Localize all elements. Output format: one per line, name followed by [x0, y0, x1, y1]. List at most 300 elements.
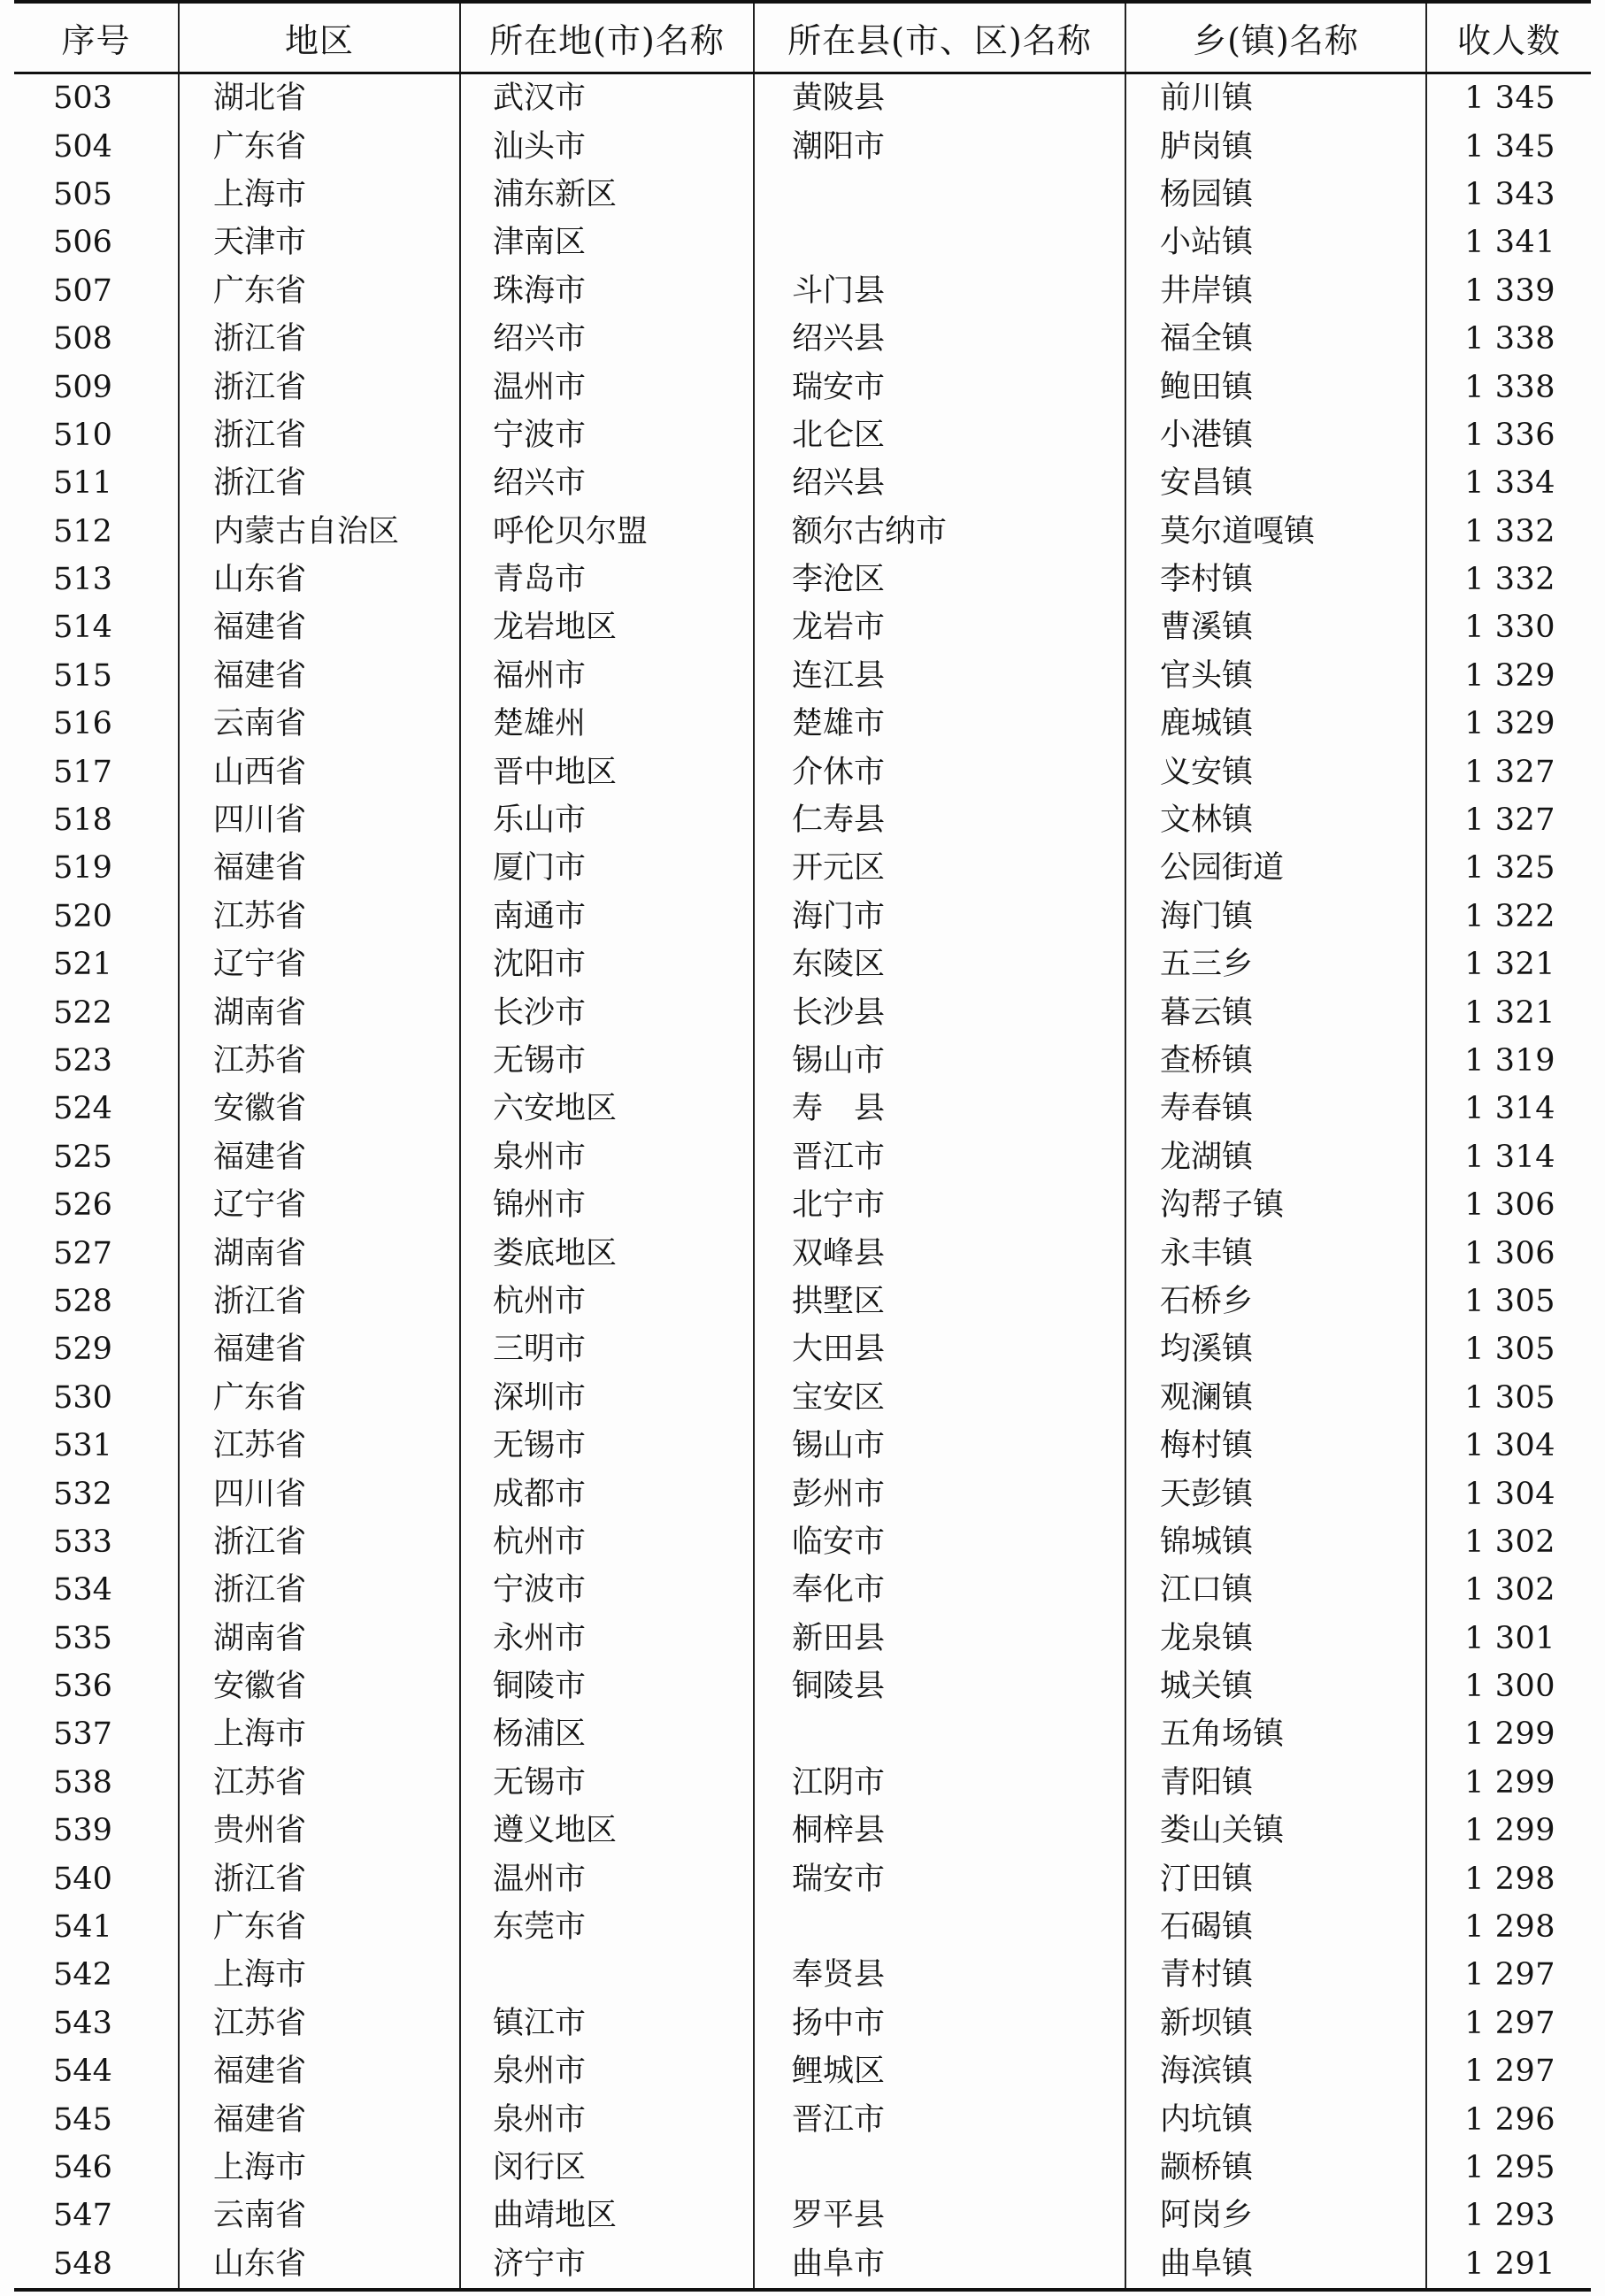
cell-income: 1 314 [1426, 1133, 1591, 1181]
cell-region: 浙江省 [179, 411, 460, 459]
cell-income: 1 304 [1426, 1470, 1591, 1517]
cell-seq: 530 [53, 1379, 112, 1416]
cell-county: 彭州市 [754, 1470, 1125, 1517]
table-row [14, 171, 1591, 219]
cell-region: 广东省 [179, 1903, 460, 1951]
table-row [14, 748, 1591, 795]
cell-income: 1 338 [1426, 363, 1591, 411]
cell-town: 石桥乡 [1125, 1278, 1426, 1325]
cell-county: 寿 县 [754, 1085, 1125, 1133]
cell-county: 曲阜市 [754, 2240, 1125, 2290]
cell-region: 辽宁省 [179, 941, 460, 988]
cell-town: 海滨镇 [1125, 2047, 1426, 2095]
cell-income: 1 325 [1426, 844, 1591, 892]
cell-city: 无锡市 [460, 1037, 754, 1085]
cell-county: 仁寿县 [754, 796, 1125, 844]
cell-town: 胪岗镇 [1125, 122, 1426, 170]
table-row [14, 1325, 1591, 1373]
cell-seq: 510 [53, 417, 112, 453]
table-row [14, 508, 1591, 556]
cell-city: 呼伦贝尔盟 [460, 508, 754, 556]
cell-region: 云南省 [179, 2192, 460, 2239]
cell-county: 楚雄市 [754, 700, 1125, 748]
cell-city: 成都市 [460, 1470, 754, 1517]
cell-seq: 532 [53, 1476, 112, 1512]
cell-town: 文林镇 [1125, 796, 1426, 844]
cell-region: 湖北省 [179, 73, 460, 123]
cell-seq: 547 [53, 2198, 112, 2234]
header-town: 乡(镇)名称 [1125, 2, 1426, 73]
cell-town: 娄山关镇 [1125, 1807, 1426, 1854]
cell-city: 武汉市 [460, 73, 754, 123]
cell-seq: 522 [53, 994, 112, 1031]
table-row [14, 1133, 1591, 1181]
cell-county: 奉化市 [754, 1566, 1125, 1614]
table-row [14, 1037, 1591, 1085]
cell-county: 临安市 [754, 1518, 1125, 1566]
cell-region: 上海市 [179, 2144, 460, 2192]
cell-town: 汀田镇 [1125, 1854, 1426, 1902]
cell-city: 永州市 [460, 1615, 754, 1662]
cell-county: 黄陂县 [754, 73, 1125, 123]
cell-region: 云南省 [179, 700, 460, 748]
cell-income: 1 343 [1426, 171, 1591, 219]
table-row [14, 1278, 1591, 1325]
cell-seq: 512 [53, 513, 112, 549]
cell-town: 小港镇 [1125, 411, 1426, 459]
cell-seq: 539 [53, 1813, 112, 1849]
cell-county: 晋江市 [754, 2095, 1125, 2143]
cell-town: 龙湖镇 [1125, 1133, 1426, 1181]
cell-town: 沟帮子镇 [1125, 1181, 1426, 1229]
header-region: 地区 [179, 2, 460, 73]
cell-county: 罗平县 [754, 2192, 1125, 2239]
cell-city: 杭州市 [460, 1518, 754, 1566]
income-ranking-table [14, 0, 1591, 2292]
cell-city: 温州市 [460, 363, 754, 411]
cell-region: 山东省 [179, 2240, 460, 2290]
cell-county: 拱墅区 [754, 1278, 1125, 1325]
table-row [14, 1470, 1591, 1517]
cell-county [754, 171, 1125, 219]
cell-seq: 516 [53, 706, 112, 742]
cell-region: 内蒙古自治区 [179, 508, 460, 556]
cell-city: 锦州市 [460, 1181, 754, 1229]
cell-seq: 542 [53, 1957, 112, 1993]
cell-county: 扬中市 [754, 2000, 1125, 2047]
cell-income: 1 329 [1426, 652, 1591, 700]
cell-town: 官头镇 [1125, 652, 1426, 700]
cell-income: 1 305 [1426, 1278, 1591, 1325]
cell-city: 宁波市 [460, 1566, 754, 1614]
cell-region: 山西省 [179, 748, 460, 795]
cell-town: 鲍田镇 [1125, 363, 1426, 411]
cell-county: 长沙县 [754, 988, 1125, 1036]
cell-seq: 544 [53, 2054, 112, 2090]
cell-city: 汕头市 [460, 122, 754, 170]
cell-income: 1 297 [1426, 1951, 1591, 1999]
cell-seq: 506 [53, 225, 112, 261]
cell-seq: 529 [53, 1332, 112, 1368]
cell-income: 1 302 [1426, 1518, 1591, 1566]
cell-town: 义安镇 [1125, 748, 1426, 795]
cell-income: 1 302 [1426, 1566, 1591, 1614]
cell-region: 四川省 [179, 796, 460, 844]
cell-region: 江苏省 [179, 1422, 460, 1470]
cell-seq: 545 [53, 2101, 112, 2138]
cell-county: 斗门县 [754, 267, 1125, 315]
cell-seq: 548 [53, 2246, 112, 2282]
header-county: 所在县(市、区)名称 [754, 2, 1125, 73]
cell-seq: 517 [53, 754, 112, 790]
cell-income: 1 332 [1426, 556, 1591, 603]
cell-seq: 527 [53, 1235, 112, 1271]
table-row [14, 796, 1591, 844]
cell-seq: 523 [53, 1043, 112, 1079]
cell-city: 镇江市 [460, 2000, 754, 2047]
table-row [14, 1374, 1591, 1422]
cell-region: 浙江省 [179, 1278, 460, 1325]
cell-income: 1 299 [1426, 1807, 1591, 1854]
cell-city: 遵义地区 [460, 1807, 754, 1854]
cell-town: 鹿城镇 [1125, 700, 1426, 748]
cell-region: 浙江省 [179, 315, 460, 363]
cell-county: 东陵区 [754, 941, 1125, 988]
cell-city: 楚雄州 [460, 700, 754, 748]
cell-seq: 508 [53, 321, 112, 357]
cell-region: 福建省 [179, 2047, 460, 2095]
cell-income: 1 297 [1426, 2047, 1591, 2095]
cell-seq: 518 [53, 802, 112, 839]
cell-region: 安徽省 [179, 1085, 460, 1133]
cell-county: 潮阳市 [754, 122, 1125, 170]
cell-income: 1 321 [1426, 988, 1591, 1036]
cell-town: 新坝镇 [1125, 2000, 1426, 2047]
cell-income: 1 327 [1426, 748, 1591, 795]
cell-county: 介休市 [754, 748, 1125, 795]
cell-income: 1 295 [1426, 2144, 1591, 2192]
cell-income: 1 306 [1426, 1181, 1591, 1229]
cell-income: 1 306 [1426, 1229, 1591, 1277]
cell-seq: 513 [53, 562, 112, 598]
cell-seq: 505 [53, 176, 112, 212]
cell-income: 1 300 [1426, 1662, 1591, 1710]
cell-city: 曲靖地区 [460, 2192, 754, 2239]
cell-city: 珠海市 [460, 267, 754, 315]
cell-income: 1 334 [1426, 459, 1591, 507]
table-row [14, 2047, 1591, 2095]
table-row [14, 2240, 1591, 2290]
cell-income: 1 299 [1426, 1710, 1591, 1758]
table-row [14, 700, 1591, 748]
cell-town: 李村镇 [1125, 556, 1426, 603]
cell-region: 山东省 [179, 556, 460, 603]
cell-seq: 507 [53, 273, 112, 309]
cell-county: 北仑区 [754, 411, 1125, 459]
table-row [14, 2095, 1591, 2143]
cell-region: 福建省 [179, 1325, 460, 1373]
cell-region: 广东省 [179, 1374, 460, 1422]
cell-city: 闵行区 [460, 2144, 754, 2192]
cell-income: 1 297 [1426, 2000, 1591, 2047]
cell-region: 福建省 [179, 652, 460, 700]
cell-county: 桐梓县 [754, 1807, 1125, 1854]
table-row [14, 1422, 1591, 1470]
cell-county [754, 1710, 1125, 1758]
cell-town: 锦城镇 [1125, 1518, 1426, 1566]
header-city: 所在地(市)名称 [460, 2, 754, 73]
cell-region: 湖南省 [179, 988, 460, 1036]
cell-city: 晋中地区 [460, 748, 754, 795]
cell-town: 海门镇 [1125, 893, 1426, 941]
cell-region: 广东省 [179, 267, 460, 315]
table-row [14, 73, 1591, 123]
cell-income: 1 305 [1426, 1374, 1591, 1422]
cell-region: 湖南省 [179, 1615, 460, 1662]
cell-region: 福建省 [179, 2095, 460, 2143]
cell-seq: 526 [53, 1187, 112, 1224]
cell-income: 1 321 [1426, 941, 1591, 988]
cell-seq: 540 [53, 1861, 112, 1897]
cell-income: 1 330 [1426, 603, 1591, 651]
cell-county: 铜陵县 [754, 1662, 1125, 1710]
cell-county: 锡山市 [754, 1422, 1125, 1470]
table-row [14, 2192, 1591, 2239]
cell-town: 梅村镇 [1125, 1422, 1426, 1470]
cell-region: 浙江省 [179, 363, 460, 411]
cell-seq: 520 [53, 898, 112, 934]
cell-income: 1 339 [1426, 267, 1591, 315]
cell-city: 娄底地区 [460, 1229, 754, 1277]
cell-town: 查桥镇 [1125, 1037, 1426, 1085]
cell-town: 江口镇 [1125, 1566, 1426, 1614]
cell-town: 小站镇 [1125, 219, 1426, 266]
cell-region: 四川省 [179, 1470, 460, 1517]
table-row [14, 988, 1591, 1036]
cell-city: 东莞市 [460, 1903, 754, 1951]
table-row [14, 1662, 1591, 1710]
cell-county [754, 219, 1125, 266]
cell-region: 浙江省 [179, 1566, 460, 1614]
cell-seq: 525 [53, 1139, 112, 1175]
table-row [14, 411, 1591, 459]
table-row [14, 1903, 1591, 1951]
cell-income: 1 291 [1426, 2240, 1591, 2290]
cell-city: 乐山市 [460, 796, 754, 844]
cell-city: 深圳市 [460, 1374, 754, 1422]
cell-county: 绍兴县 [754, 315, 1125, 363]
cell-county: 开元区 [754, 844, 1125, 892]
cell-region: 浙江省 [179, 459, 460, 507]
cell-seq: 519 [53, 850, 112, 887]
cell-town: 前川镇 [1125, 73, 1426, 123]
cell-county: 宝安区 [754, 1374, 1125, 1422]
cell-region: 福建省 [179, 603, 460, 651]
cell-seq: 536 [53, 1669, 112, 1705]
cell-seq: 531 [53, 1428, 112, 1464]
cell-town: 福全镇 [1125, 315, 1426, 363]
cell-town: 暮云镇 [1125, 988, 1426, 1036]
cell-city: 浦东新区 [460, 171, 754, 219]
table-body [14, 73, 1591, 2290]
cell-seq: 504 [53, 128, 112, 165]
cell-region: 天津市 [179, 219, 460, 266]
table-row [14, 941, 1591, 988]
cell-region: 上海市 [179, 171, 460, 219]
cell-town: 五三乡 [1125, 941, 1426, 988]
cell-income: 1 299 [1426, 1759, 1591, 1807]
cell-county: 锡山市 [754, 1037, 1125, 1085]
cell-income: 1 332 [1426, 508, 1591, 556]
cell-income: 1 345 [1426, 73, 1591, 123]
cell-city: 南通市 [460, 893, 754, 941]
cell-income: 1 305 [1426, 1325, 1591, 1373]
cell-county: 龙岩市 [754, 603, 1125, 651]
table-row [14, 1807, 1591, 1854]
cell-city: 铜陵市 [460, 1662, 754, 1710]
cell-income: 1 298 [1426, 1854, 1591, 1902]
cell-region: 江苏省 [179, 2000, 460, 2047]
table-row [14, 1518, 1591, 1566]
header-row [14, 2, 1591, 73]
cell-seq: 534 [53, 1572, 112, 1609]
cell-city: 济宁市 [460, 2240, 754, 2290]
cell-city: 杨浦区 [460, 1710, 754, 1758]
cell-city: 泉州市 [460, 2095, 754, 2143]
cell-town: 公园街道 [1125, 844, 1426, 892]
cell-income: 1 338 [1426, 315, 1591, 363]
table-header [14, 2, 1591, 73]
table-row [14, 1759, 1591, 1807]
cell-county [754, 2144, 1125, 2192]
cell-region: 上海市 [179, 1710, 460, 1758]
cell-town: 莫尔道嘎镇 [1125, 508, 1426, 556]
cell-seq: 533 [53, 1524, 112, 1560]
cell-income: 1 293 [1426, 2192, 1591, 2239]
cell-city: 龙岩地区 [460, 603, 754, 651]
cell-region: 江苏省 [179, 1759, 460, 1807]
cell-region: 浙江省 [179, 1518, 460, 1566]
table-row [14, 122, 1591, 170]
cell-region: 江苏省 [179, 893, 460, 941]
cell-town: 石碣镇 [1125, 1903, 1426, 1951]
cell-income: 1 329 [1426, 700, 1591, 748]
cell-city: 沈阳市 [460, 941, 754, 988]
cell-town: 青阳镇 [1125, 1759, 1426, 1807]
cell-county: 瑞安市 [754, 1854, 1125, 1902]
cell-city: 无锡市 [460, 1759, 754, 1807]
cell-county: 额尔古纳市 [754, 508, 1125, 556]
cell-region: 浙江省 [179, 1854, 460, 1902]
table-row [14, 1710, 1591, 1758]
cell-income: 1 319 [1426, 1037, 1591, 1085]
table-row [14, 1615, 1591, 1662]
table-row [14, 1951, 1591, 1999]
cell-seq: 503 [53, 81, 112, 117]
table-row [14, 556, 1591, 603]
cell-city [460, 1951, 754, 1999]
cell-county: 绍兴县 [754, 459, 1125, 507]
table-row [14, 267, 1591, 315]
cell-region: 福建省 [179, 1133, 460, 1181]
cell-region: 福建省 [179, 844, 460, 892]
cell-town: 观澜镇 [1125, 1374, 1426, 1422]
cell-county: 奉贤县 [754, 1951, 1125, 1999]
cell-county: 江阴市 [754, 1759, 1125, 1807]
cell-seq: 528 [53, 1283, 112, 1319]
table-row [14, 1854, 1591, 1902]
cell-city: 泉州市 [460, 1133, 754, 1181]
cell-income: 1 322 [1426, 893, 1591, 941]
cell-city: 绍兴市 [460, 459, 754, 507]
cell-county: 新田县 [754, 1615, 1125, 1662]
table-row [14, 219, 1591, 266]
cell-county: 瑞安市 [754, 363, 1125, 411]
cell-region: 广东省 [179, 122, 460, 170]
cell-seq: 541 [53, 1909, 112, 1946]
cell-region: 安徽省 [179, 1662, 460, 1710]
cell-town: 内坑镇 [1125, 2095, 1426, 2143]
cell-city: 青岛市 [460, 556, 754, 603]
cell-city: 长沙市 [460, 988, 754, 1036]
table-row [14, 1229, 1591, 1277]
cell-town: 阿岗乡 [1125, 2192, 1426, 2239]
cell-city: 三明市 [460, 1325, 754, 1373]
cell-town: 寿春镇 [1125, 1085, 1426, 1133]
cell-city: 无锡市 [460, 1422, 754, 1470]
table-row [14, 652, 1591, 700]
cell-income: 1 327 [1426, 796, 1591, 844]
cell-town: 曲阜镇 [1125, 2240, 1426, 2290]
cell-city: 厦门市 [460, 844, 754, 892]
cell-city: 六安地区 [460, 1085, 754, 1133]
cell-city: 福州市 [460, 652, 754, 700]
cell-seq: 537 [53, 1716, 112, 1753]
cell-seq: 521 [53, 947, 112, 983]
cell-seq: 543 [53, 2005, 112, 2041]
cell-region: 江苏省 [179, 1037, 460, 1085]
table-row [14, 603, 1591, 651]
cell-region: 贵州省 [179, 1807, 460, 1854]
cell-seq: 515 [53, 657, 112, 694]
cell-seq: 524 [53, 1091, 112, 1127]
cell-city: 杭州市 [460, 1278, 754, 1325]
table-row [14, 2144, 1591, 2192]
table-row [14, 844, 1591, 892]
cell-county: 海门市 [754, 893, 1125, 941]
cell-income: 1 314 [1426, 1085, 1591, 1133]
cell-county: 大田县 [754, 1325, 1125, 1373]
cell-county: 连江县 [754, 652, 1125, 700]
cell-income: 1 341 [1426, 219, 1591, 266]
cell-seq: 511 [53, 465, 112, 502]
cell-town: 安昌镇 [1125, 459, 1426, 507]
cell-seq: 538 [53, 1764, 112, 1801]
cell-town: 井岸镇 [1125, 267, 1426, 315]
cell-seq: 546 [53, 2149, 112, 2185]
cell-seq: 509 [53, 369, 112, 405]
cell-town: 颛桥镇 [1125, 2144, 1426, 2192]
cell-county: 双峰县 [754, 1229, 1125, 1277]
cell-town: 城关镇 [1125, 1662, 1426, 1710]
cell-town: 天彭镇 [1125, 1470, 1426, 1517]
cell-city: 津南区 [460, 219, 754, 266]
cell-county: 鲤城区 [754, 2047, 1125, 2095]
cell-county [754, 1903, 1125, 1951]
cell-county: 晋江市 [754, 1133, 1125, 1181]
cell-town: 永丰镇 [1125, 1229, 1426, 1277]
table-row [14, 1566, 1591, 1614]
